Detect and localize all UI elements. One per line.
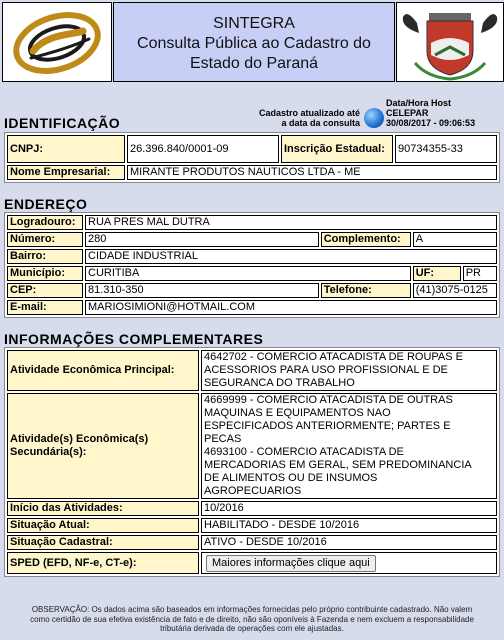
atividade-secundaria-value xyxy=(201,393,497,499)
cnpj-value: 26.396.840/0001-09 xyxy=(127,135,279,163)
info-table xyxy=(4,347,500,577)
uf-label: UF: xyxy=(413,266,461,281)
section-endereco-title: ENDEREÇO xyxy=(4,196,88,212)
table-row xyxy=(7,300,497,315)
secundaria-line: ESPECIFICADOS ANTERIORMENTE; PARTES E xyxy=(204,420,451,432)
situacao-cadastral-label: Situação Cadastral: xyxy=(7,535,199,550)
sped-cell xyxy=(201,552,497,574)
email-value: MARIOSIMIONI@HOTMAIL.COM xyxy=(85,300,497,315)
table-row xyxy=(7,350,497,391)
situacao-atual-value: HABILITADO - DESDE 10/2016 xyxy=(201,518,497,533)
title-line-1: SINTEGRA xyxy=(213,15,295,32)
maiores-informacoes-button[interactable]: Maiores informações clique aqui xyxy=(206,555,376,572)
secundaria-line: AGROPECUARIOS xyxy=(204,485,302,497)
ie-value: 90734355-33 xyxy=(395,135,497,163)
logradouro-label: Logradouro: xyxy=(7,215,83,230)
secundaria-line: 4693100 - COMERCIO ATACADISTA DE xyxy=(204,446,404,458)
secundaria-line: MAQUINAS E EQUIPAMENTOS NAO xyxy=(204,407,391,419)
sped-label: SPED (EFD, NF-e, CT-e): xyxy=(7,552,199,574)
table-row xyxy=(7,501,497,516)
principal-line: ACESSORIOS PARA USO PROFISSIONAL E DE xyxy=(204,364,448,376)
email-label: E-mail: xyxy=(7,300,83,315)
situacao-cadastral-value: ATIVO - DESDE 10/2016 xyxy=(201,535,497,550)
table-row xyxy=(7,552,497,574)
cnpj-label: CNPJ: xyxy=(7,135,125,163)
ie-label: Inscrição Estadual: xyxy=(281,135,393,163)
complemento-label: Complemento: xyxy=(321,232,411,247)
complemento-value: A xyxy=(413,232,497,247)
secundaria-line: PECAS xyxy=(204,433,242,445)
municipio-value: CURITIBA xyxy=(85,266,411,281)
observacao-line: como certidão de sua efetiva existência de fato e de direito, não são oponíveis à Fazenda e nem excluem a responsabilidade xyxy=(30,614,474,624)
table-row xyxy=(7,249,497,264)
atividade-secundaria-label xyxy=(7,393,199,499)
table-row xyxy=(7,518,497,533)
sintegra-logo xyxy=(2,2,112,82)
observacao xyxy=(2,605,502,634)
header xyxy=(0,0,504,86)
principal-line: 4642702 - COMERCIO ATACADISTA DE ROUPAS E xyxy=(204,351,463,363)
parana-crest xyxy=(396,2,504,82)
situacao-atual-label: Situação Atual: xyxy=(7,518,199,533)
update-line-2: a data da consulta xyxy=(281,118,360,128)
municipio-label: Município: xyxy=(7,266,83,281)
update-info xyxy=(248,108,360,128)
table-row xyxy=(7,266,497,281)
secundaria-line: MERCADORIAS EM GERAL, SEM PREDOMINANCIA xyxy=(204,459,472,471)
sintegra-logo-icon xyxy=(3,3,111,81)
numero-value: 280 xyxy=(85,232,319,247)
title-line-3: Estado do Paraná xyxy=(189,55,319,72)
cep-label: CEP: xyxy=(7,283,83,298)
identificacao-table xyxy=(4,132,500,183)
datetime-host xyxy=(386,98,475,128)
atividade-principal-label: Atividade Econômica Principal: xyxy=(7,350,199,391)
globe-icon xyxy=(364,108,384,128)
observacao-line: tributária derivada de operações com ele ajustadas. xyxy=(160,624,344,633)
nome-label: Nome Empresarial: xyxy=(7,165,125,180)
update-line-1: Cadastro atualizado até xyxy=(258,108,360,118)
table-row xyxy=(7,165,497,180)
secundaria-label-line: Atividade(s) Econômica(s) xyxy=(10,433,149,445)
bairro-label: Bairro: xyxy=(7,249,83,264)
table-row xyxy=(7,393,497,499)
inicio-value: 10/2016 xyxy=(201,501,497,516)
observacao-line: OBSERVAÇÃO: Os dados acima são baseados em informações fornecidas pelo próprio contribuinte cadastrado. Não valem xyxy=(31,605,473,614)
table-row xyxy=(7,283,497,298)
section-info-title: INFORMAÇÕES COMPLEMENTARES xyxy=(4,331,264,347)
secundaria-line: 4669999 - COMERCIO ATACADISTA DE OUTRAS xyxy=(204,394,453,406)
datetime-value: 30/08/2017 - 09:06:53 xyxy=(386,118,476,128)
principal-line: SEGURANCA DO TRABALHO xyxy=(204,377,355,389)
table-row xyxy=(7,232,497,247)
table-row xyxy=(7,135,497,163)
nome-value: MIRANTE PRODUTOS NAUTICOS LTDA - ME xyxy=(127,165,497,180)
host-name: CELEPAR xyxy=(386,108,429,118)
bairro-value: CIDADE INDUSTRIAL xyxy=(85,249,497,264)
page-title xyxy=(113,2,395,82)
telefone-label: Telefone: xyxy=(321,283,411,298)
title-line-2: Consulta Pública ao Cadastro do xyxy=(137,35,371,52)
secundaria-line: DE ALIMENTOS OU DE INSUMOS xyxy=(204,472,378,484)
datetime-label: Data/Hora Host xyxy=(386,98,452,108)
uf-value: PR xyxy=(463,266,497,281)
endereco-table xyxy=(4,212,500,318)
table-row xyxy=(7,535,497,550)
atividade-principal-value xyxy=(201,350,497,391)
secundaria-label-line: Secundária(s): xyxy=(10,446,87,458)
numero-label: Número: xyxy=(7,232,83,247)
logradouro-value: RUA PRES MAL DUTRA xyxy=(85,215,497,230)
telefone-value: (41)3075-0125 xyxy=(413,283,497,298)
inicio-label: Início das Atividades: xyxy=(7,501,199,516)
table-row xyxy=(7,215,497,230)
section-identificacao-title: IDENTIFICAÇÃO xyxy=(4,115,121,131)
cep-value: 81.310-350 xyxy=(85,283,319,298)
parana-crest-icon xyxy=(397,3,503,81)
